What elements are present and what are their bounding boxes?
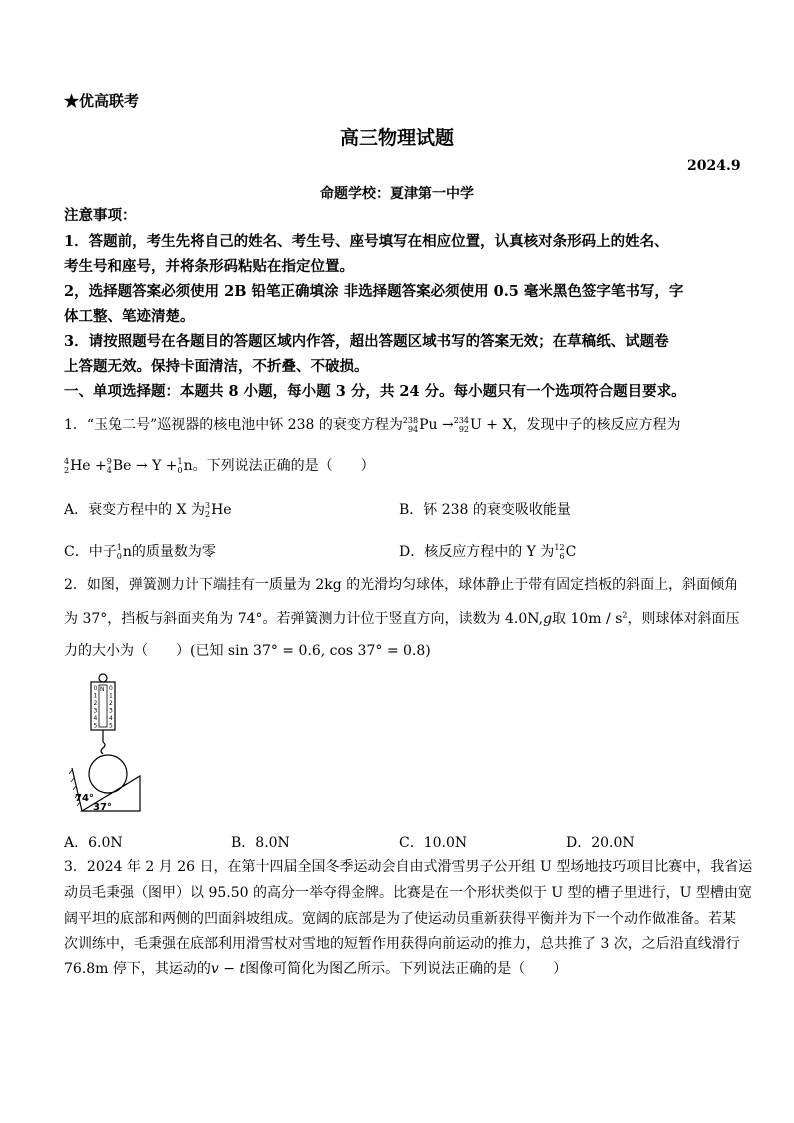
q2-option-b[interactable]: B．8.0N: [231, 835, 290, 851]
notice-item-2b: 体工整、笔迹清楚。: [64, 308, 195, 325]
scale-right-tick: 5: [109, 722, 113, 730]
angle-37-label: 37°: [93, 802, 112, 813]
q3-line3: 阔平坦的底部和两侧的凹面斜坡组成。宽阔的底部是为了使运动员重新获得平衡并为下一个动作做准备。若某: [64, 911, 736, 927]
notice-item-1b: 考生号和座号，并将条形码粘贴在指定位置。: [64, 258, 354, 275]
q1-suffix: ，发现中子的核反应方程为: [512, 417, 681, 433]
q1-pu-iso: 238 94: [402, 416, 419, 434]
scale-unit-label: N: [100, 686, 105, 693]
exam-date: 2024.9: [687, 158, 741, 174]
scale-left-ticks: [94, 685, 98, 730]
page-title: 高三物理试题: [339, 127, 454, 149]
q1-prefix: 1．“玉兔二号”巡视器的核电池中钚 238 的衰变方程为: [64, 417, 403, 433]
q1-pu: Pu: [419, 417, 438, 433]
q1-u: U: [470, 417, 482, 433]
q1-option-c[interactable]: C．中子 1 0 n的质量数为零: [64, 543, 216, 561]
scale-right-ticks: [109, 685, 113, 730]
scale-left-tick: 4: [93, 715, 98, 722]
q3-line1: 3．2024 年 2 月 26 日，在第十四届全国冬季运动会自由式滑雪男子公开组 U 型场地技巧项目比赛中，我省运: [64, 859, 753, 875]
q1-be: Be: [112, 458, 132, 474]
q1-arrow2: → Y +: [135, 458, 178, 474]
q1-option-b[interactable]: B．钚 238 的衰变吸收能量: [399, 502, 571, 518]
notice-item-1a: 1．答题前，考生先将自己的姓名、考生号、座号填写在相应位置，认真核对条形码上的姓名、: [64, 233, 669, 250]
q2-option-a[interactable]: A．6.0N: [64, 835, 123, 851]
q1-option-a[interactable]: A．衰变方程中的 X 为 3 2 He: [64, 501, 232, 519]
q1-arrow: →: [442, 417, 454, 433]
scale-right-tick: 4: [109, 715, 113, 722]
q1-line2: 4 2 He + 9 4 Be → Y + 1 0 n。下列说法正确的是（ ）: [64, 457, 375, 475]
scale-left-tick: 1: [93, 692, 98, 700]
section-1-heading: 一、单项选择题：本题共 8 小题，每小题 3 分，共 24 分。每小题只有一个选项符合题目要求。: [64, 383, 686, 400]
q1-plus-x: + X: [486, 417, 513, 433]
scale-right-tick: 2: [109, 700, 113, 707]
q1-option-d[interactable]: D．核反应方程中的 Y 为 12 6 C: [399, 543, 577, 561]
q2-option-d[interactable]: D．20.0N: [566, 835, 635, 851]
q1-u-iso: 234 92: [453, 416, 470, 434]
scale-hook-top: [99, 674, 107, 682]
notice-heading: 注意事项：: [64, 207, 137, 224]
q1-he: He: [70, 458, 91, 474]
scale-left-tick: 5: [93, 722, 98, 730]
notice-item-3b: 上答题无效。保持卡面清洁，不折叠、不破损。: [64, 358, 369, 375]
notice-item-2a: 2，选择题答案必须使用 2B 铅笔正确填涂 非选择题答案必须使用 0.5 毫米黑色签字笔书写，字: [64, 283, 684, 300]
scale-right-tick: 1: [109, 692, 113, 700]
scale-hook-bottom: [101, 742, 105, 754]
q3-line5: 76.8m 停下，其运动的v − t图像可简化为图乙所示。下列说法正确的是（ ）: [64, 961, 568, 977]
notice-item-3a: 3．请按照题号在各题目的答题区域内作答，超出答题区域书写的答案无效；在草稿纸、试题卷: [64, 333, 669, 350]
angle-74-label: 74°: [75, 793, 94, 804]
q2-figure: [68, 670, 158, 815]
q1-line1: [64, 414, 680, 434]
scale-left-tick: 0: [93, 685, 98, 692]
scale-left-tick: 3: [93, 707, 98, 715]
q2-line1: 2．如图，弹簧测力计下端挂有一质量为 2kg 的光滑均匀球体，球体静止于带有固定挡板的斜面上，斜面倾角: [64, 577, 739, 593]
exam-badge: ★优高联考: [64, 92, 140, 110]
q3-line2: 动员毛秉强（图甲）以 95.50 的高分一举夺得金牌。比赛是在一个形状类似于 U 型的槽子里进行，U 型槽由宽: [64, 885, 752, 901]
q3-line4: 次训练中，毛秉强在底部利用滑雪杖对雪地的短暂作用获得向前运动的推力，总共推了 3 次，之后沿直线滑行: [64, 936, 740, 952]
q2-line2: 为 37°，挡板与斜面夹角为 74°。若弹簧测力计位于竖直方向，读数为 4.0N,g取 $10m / s^2$，则球体对斜面压: [64, 610, 740, 627]
scale-right-tick: 3: [109, 707, 113, 715]
q1-tail: 。下列说法正确的是（ ）: [192, 458, 375, 474]
q1-plus: +: [95, 458, 107, 474]
q2-option-c[interactable]: C．10.0N: [399, 835, 468, 851]
q2-line3: 力的大小为（ ）(已知 sin 37° = 0.6, cos 37° = 0.8): [64, 643, 431, 659]
scale-left-tick: 2: [93, 700, 98, 707]
scale-right-tick: 0: [109, 685, 113, 692]
school-line: 命题学校：夏津第一中学: [320, 186, 474, 202]
q1-n: n: [183, 458, 193, 474]
